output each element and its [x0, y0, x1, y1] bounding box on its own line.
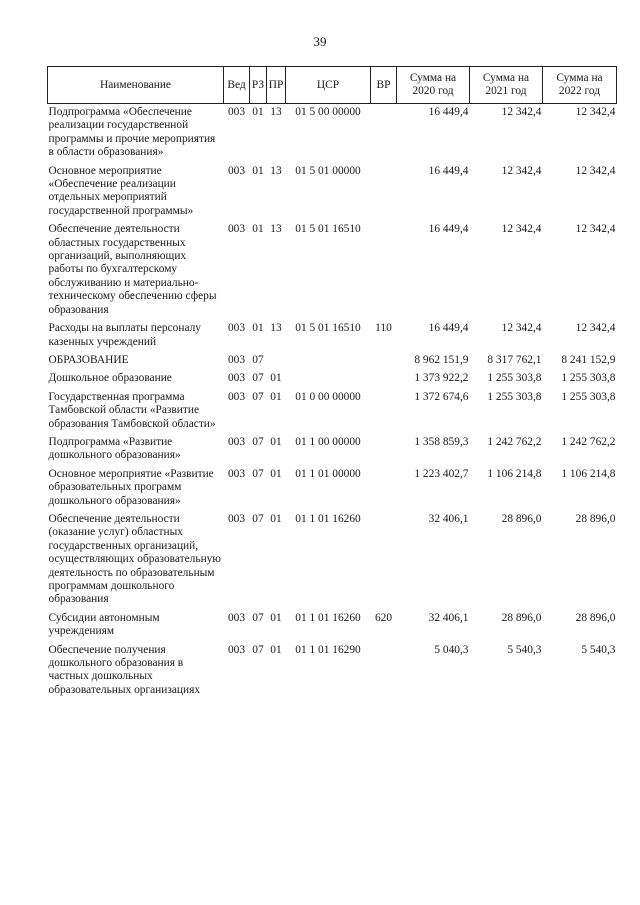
cell-csr: 01 1 01 16260: [295, 512, 361, 525]
cell-sum-2020: 8 962 151,9: [414, 353, 469, 366]
cell-name: Государственная программа Тамбовской области «Развитие образования Тамбовской области»: [48, 390, 216, 430]
cell-pr: 01: [270, 435, 282, 448]
cell-name: Основное мероприятие «Развитие образовательных программ дошкольного образования»: [48, 467, 214, 507]
cell-pr: 13: [270, 322, 282, 335]
cell-vr: [371, 511, 397, 610]
cell-vr: [371, 370, 397, 388]
cell-sum-2022: 12 342,4: [575, 164, 616, 177]
header-pr: ПР: [267, 67, 286, 104]
cell-pr: 01: [270, 611, 282, 624]
table-row: [48, 352, 617, 370]
cell-sum-2021: 28 896,0: [501, 611, 542, 624]
cell-sum-2021: 12 342,4: [501, 164, 542, 177]
cell-pr: [267, 352, 286, 370]
cell-csr: 01 5 01 16510: [295, 322, 361, 335]
cell-ved: 003: [227, 467, 246, 480]
cell-vr: [371, 389, 397, 434]
cell-vr: [371, 163, 397, 222]
cell-sum-2021: 1 255 303,8: [487, 390, 542, 403]
cell-ved: 003: [227, 512, 246, 525]
cell-ved: 003: [227, 643, 246, 656]
cell-sum-2021: 1 255 303,8: [487, 372, 542, 385]
cell-pr: 13: [270, 106, 282, 118]
cell-sum-2020: 16 449,4: [428, 223, 469, 236]
cell-rz: 01: [252, 106, 264, 118]
cell-rz: 07: [252, 435, 264, 448]
cell-vr: 110: [375, 322, 392, 335]
table-row: [48, 370, 617, 388]
cell-name: Обеспечение получения дошкольного образования в частных дошкольных образовательных организациях: [48, 643, 201, 696]
cell-ved: 003: [227, 322, 246, 335]
cell-pr: 13: [270, 223, 282, 236]
cell-csr: [286, 352, 371, 370]
cell-name: Подпрограмма «Обеспечение реализации государственной программы и прочие мероприятия в области образования»: [48, 106, 216, 159]
cell-vr: [371, 104, 397, 163]
cell-rz: 01: [252, 164, 264, 177]
cell-csr: 01 1 00 00000: [295, 435, 361, 448]
cell-pr: 01: [270, 390, 282, 403]
header-name: Наименование: [48, 67, 224, 104]
budget-table: [47, 66, 617, 700]
cell-rz: 07: [252, 512, 264, 525]
cell-rz: 07: [252, 390, 264, 403]
cell-name: Субсидии автономным учреждениям: [48, 611, 160, 638]
cell-pr: 01: [270, 372, 282, 385]
cell-name: Расходы на выплаты персоналу казенных учреждений: [48, 322, 201, 348]
table-body: [48, 104, 617, 701]
cell-name: Обеспечение деятельности (оказание услуг) областных государственных организаций, осуществляющих образовательную деятельность по образовательным программам дошкольного образования: [48, 512, 221, 606]
cell-sum-2021: 8 317 762,1: [487, 353, 542, 366]
cell-ved: 003: [227, 435, 246, 448]
cell-sum-2020: 32 406,1: [428, 611, 469, 624]
cell-vr: [371, 642, 397, 701]
cell-ved: 003: [227, 164, 246, 177]
cell-sum-2020: 1 223 402,7: [414, 467, 469, 480]
cell-ved: 003: [227, 353, 246, 366]
cell-ved: 003: [227, 223, 246, 236]
cell-pr: 13: [270, 164, 282, 177]
cell-ved: 003: [227, 372, 246, 385]
table-row: [48, 221, 617, 320]
header-rz: РЗ: [250, 67, 267, 104]
page-number: 39: [313, 34, 327, 49]
header-ved: Вед: [224, 67, 250, 104]
header-sum-2020: Сумма на 2020 год: [397, 67, 470, 104]
table-row: [48, 511, 617, 610]
table-row: [48, 642, 617, 701]
header-sum-2022: Сумма на 2022 год: [543, 67, 617, 104]
cell-name: Основное мероприятие «Обеспечение реализации отдельных мероприятий государственной программы»: [48, 164, 194, 217]
cell-sum-2020: 1 373 922,2: [414, 372, 469, 385]
table-row: [48, 389, 617, 434]
cell-rz: 07: [252, 353, 264, 366]
cell-csr: 01 1 01 16260: [295, 611, 361, 624]
table-header: [48, 67, 617, 104]
cell-sum-2022: 12 342,4: [575, 106, 616, 118]
cell-sum-2020: 1 358 859,3: [414, 435, 469, 448]
cell-rz: 01: [252, 223, 264, 236]
cell-sum-2020: 1 372 674,6: [414, 390, 469, 403]
cell-sum-2020: 5 040,3: [434, 643, 469, 656]
cell-csr: 01 1 01 16290: [295, 643, 361, 656]
cell-sum-2022: 28 896,0: [575, 611, 616, 624]
cell-sum-2021: 12 342,4: [501, 322, 542, 335]
cell-rz: 07: [252, 467, 264, 480]
cell-sum-2021: 12 342,4: [501, 106, 542, 118]
cell-vr: [371, 466, 397, 511]
cell-sum-2022: 1 255 303,8: [561, 390, 616, 403]
cell-csr: 01 0 00 00000: [295, 390, 361, 403]
cell-name: ОБРАЗОВАНИЕ: [48, 353, 129, 366]
cell-sum-2022: 1 255 303,8: [561, 372, 616, 385]
cell-name: Обеспечение деятельности областных государственных организаций, выполняющих работы по бухгалтерскому обслуживанию и материально-техническому обеспечению сферы образования: [48, 223, 217, 316]
cell-sum-2022: 12 342,4: [575, 223, 616, 236]
table-row: [48, 610, 617, 642]
cell-sum-2021: 1 242 762,2: [487, 435, 542, 448]
table-row: [48, 163, 617, 222]
cell-name: Подпрограмма «Развитие дошкольного образования»: [48, 435, 181, 462]
cell-csr: [286, 370, 371, 388]
cell-rz: 07: [252, 611, 264, 624]
cell-sum-2021: 12 342,4: [501, 223, 542, 236]
cell-csr: 01 5 00 00000: [295, 106, 361, 118]
cell-pr: 01: [270, 512, 282, 525]
cell-rz: 07: [252, 372, 264, 385]
table-row: [48, 434, 617, 466]
cell-sum-2020: 16 449,4: [428, 164, 469, 177]
cell-rz: 01: [252, 322, 264, 335]
cell-vr: [371, 221, 397, 320]
cell-sum-2021: 1 106 214,8: [487, 467, 542, 480]
cell-ved: 003: [227, 106, 246, 118]
cell-sum-2021: 28 896,0: [501, 512, 542, 525]
cell-sum-2020: 16 449,4: [428, 106, 469, 118]
cell-vr: [371, 434, 397, 466]
cell-vr: 620: [374, 611, 393, 624]
cell-sum-2020: 32 406,1: [428, 512, 469, 525]
cell-rz: 07: [252, 643, 264, 656]
header-vr: ВР: [371, 67, 397, 104]
cell-sum-2022: 1 106 214,8: [561, 467, 616, 480]
cell-pr: 01: [270, 643, 282, 656]
cell-pr: 01: [270, 467, 282, 480]
table-row: [48, 320, 617, 352]
cell-csr: 01 5 01 16510: [295, 223, 361, 236]
cell-sum-2022: 1 242 762,2: [561, 435, 616, 448]
cell-name: Дошкольное образование: [48, 372, 172, 385]
cell-sum-2020: 16 449,4: [428, 322, 469, 335]
cell-sum-2021: 5 540,3: [507, 643, 542, 656]
cell-ved: 003: [227, 390, 246, 403]
header-sum-2021: Сумма на 2021 год: [470, 67, 543, 104]
cell-csr: 01 5 01 00000: [295, 164, 361, 177]
cell-sum-2022: 28 896,0: [575, 512, 616, 525]
table-row: [48, 466, 617, 511]
cell-sum-2022: 5 540,3: [581, 643, 616, 656]
table-row: [48, 104, 617, 163]
cell-ved: 003: [227, 611, 246, 624]
cell-sum-2022: 8 241 152,9: [561, 353, 616, 366]
cell-vr: [371, 352, 397, 370]
header-csr: ЦСР: [286, 67, 371, 104]
cell-sum-2022: 12 342,4: [575, 322, 616, 335]
cell-csr: 01 1 01 00000: [295, 467, 361, 480]
